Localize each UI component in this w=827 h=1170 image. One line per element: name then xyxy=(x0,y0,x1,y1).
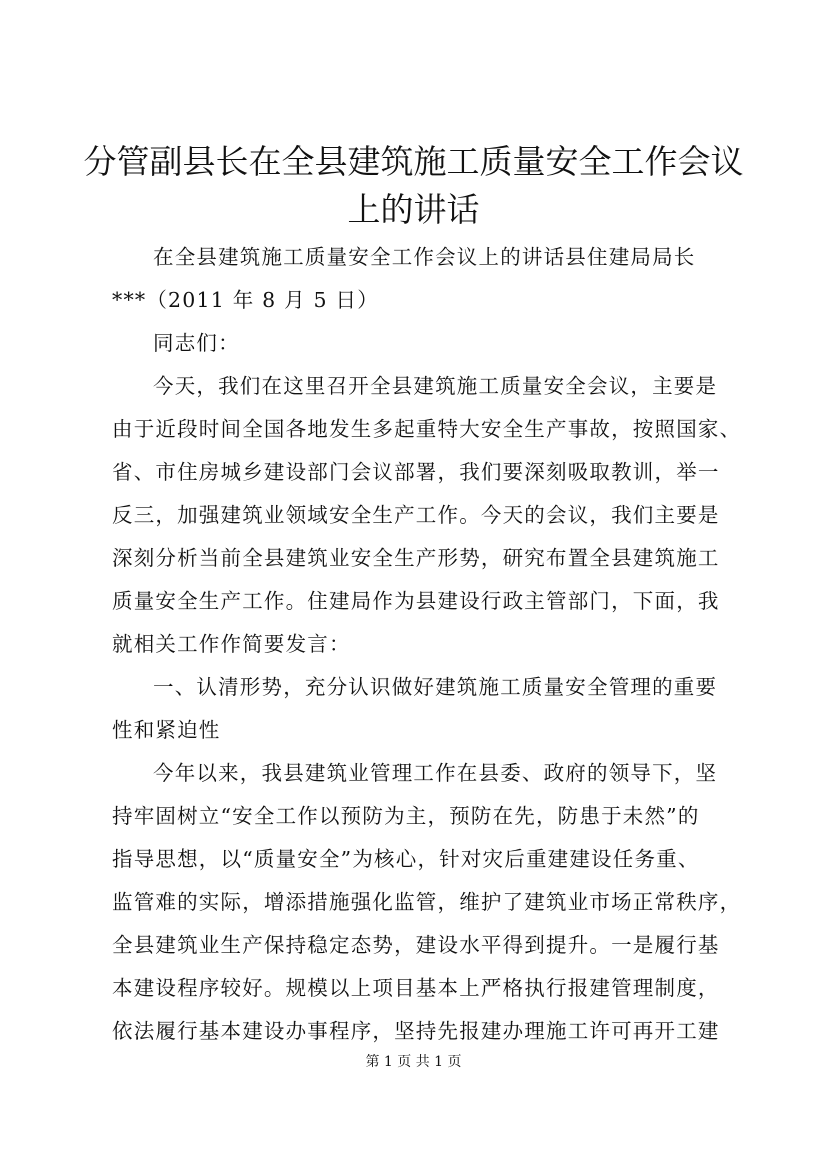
body-line: 全县建筑业生产保持稳定态势，建设水平得到提升。一是履行基 xyxy=(112,933,720,957)
body-line: 深刻分析当前全县建筑业安全生产形势，研究布置全县建筑施工 xyxy=(112,546,720,570)
body-line: 监管难的实际，增添措施强化监管，维护了建筑业市场正常秩序， xyxy=(112,890,742,914)
body-line: 反三，加强建筑业领域安全生产工作。今天的会议，我们主要是 xyxy=(112,503,720,527)
body-line: 今年以来，我县建筑业管理工作在县委、政府的领导下，坚 xyxy=(153,761,718,785)
body-line: 由于近段时间全国各地发生多起重特大安全生产事故，按照国家、 xyxy=(112,417,742,441)
body-line: 依法履行基本建设办事程序，坚持先报建办理施工许可再开工建 xyxy=(112,1019,720,1043)
document-title-line-2: 上的讲话 xyxy=(347,190,480,229)
section-heading-line: 性和紧迫性 xyxy=(112,718,221,742)
page-number-footer: 第 1 页 共 1 页 xyxy=(365,1054,462,1070)
body-line: 在全县建筑施工质量安全工作会议上的讲话县住建局局长 xyxy=(153,245,696,269)
section-heading-line: 一、认清形势，充分认识做好建筑施工质量安全管理的重要 xyxy=(153,675,718,699)
body-line: 持牢固树立“安全工作以预防为主，预防在先，防患于未然”的 xyxy=(112,804,700,828)
body-line: 指导思想，以“质量安全”为核心，针对灾后重建建设任务重、 xyxy=(112,847,700,871)
body-line: 本建设程序较好。规模以上项目基本上严格执行报建管理制度， xyxy=(112,976,720,1000)
body-line: 今天，我们在这里召开全县建筑施工质量安全会议，主要是 xyxy=(153,374,718,398)
body-line: 就相关工作作简要发言： xyxy=(112,632,351,656)
body-line: 质量安全生产工作。住建局作为县建设行政主管部门，下面，我 xyxy=(112,589,720,613)
body-line: ***（2011 年 8 月 5 日） xyxy=(112,288,379,312)
document-title-line-1: 分管副县长在全县建筑施工质量安全工作会议 xyxy=(83,142,744,181)
body-line: 省、市住房城乡建设部门会议部署，我们要深刻吸取教训，举一 xyxy=(112,460,720,484)
body-line: 同志们： xyxy=(153,331,240,355)
